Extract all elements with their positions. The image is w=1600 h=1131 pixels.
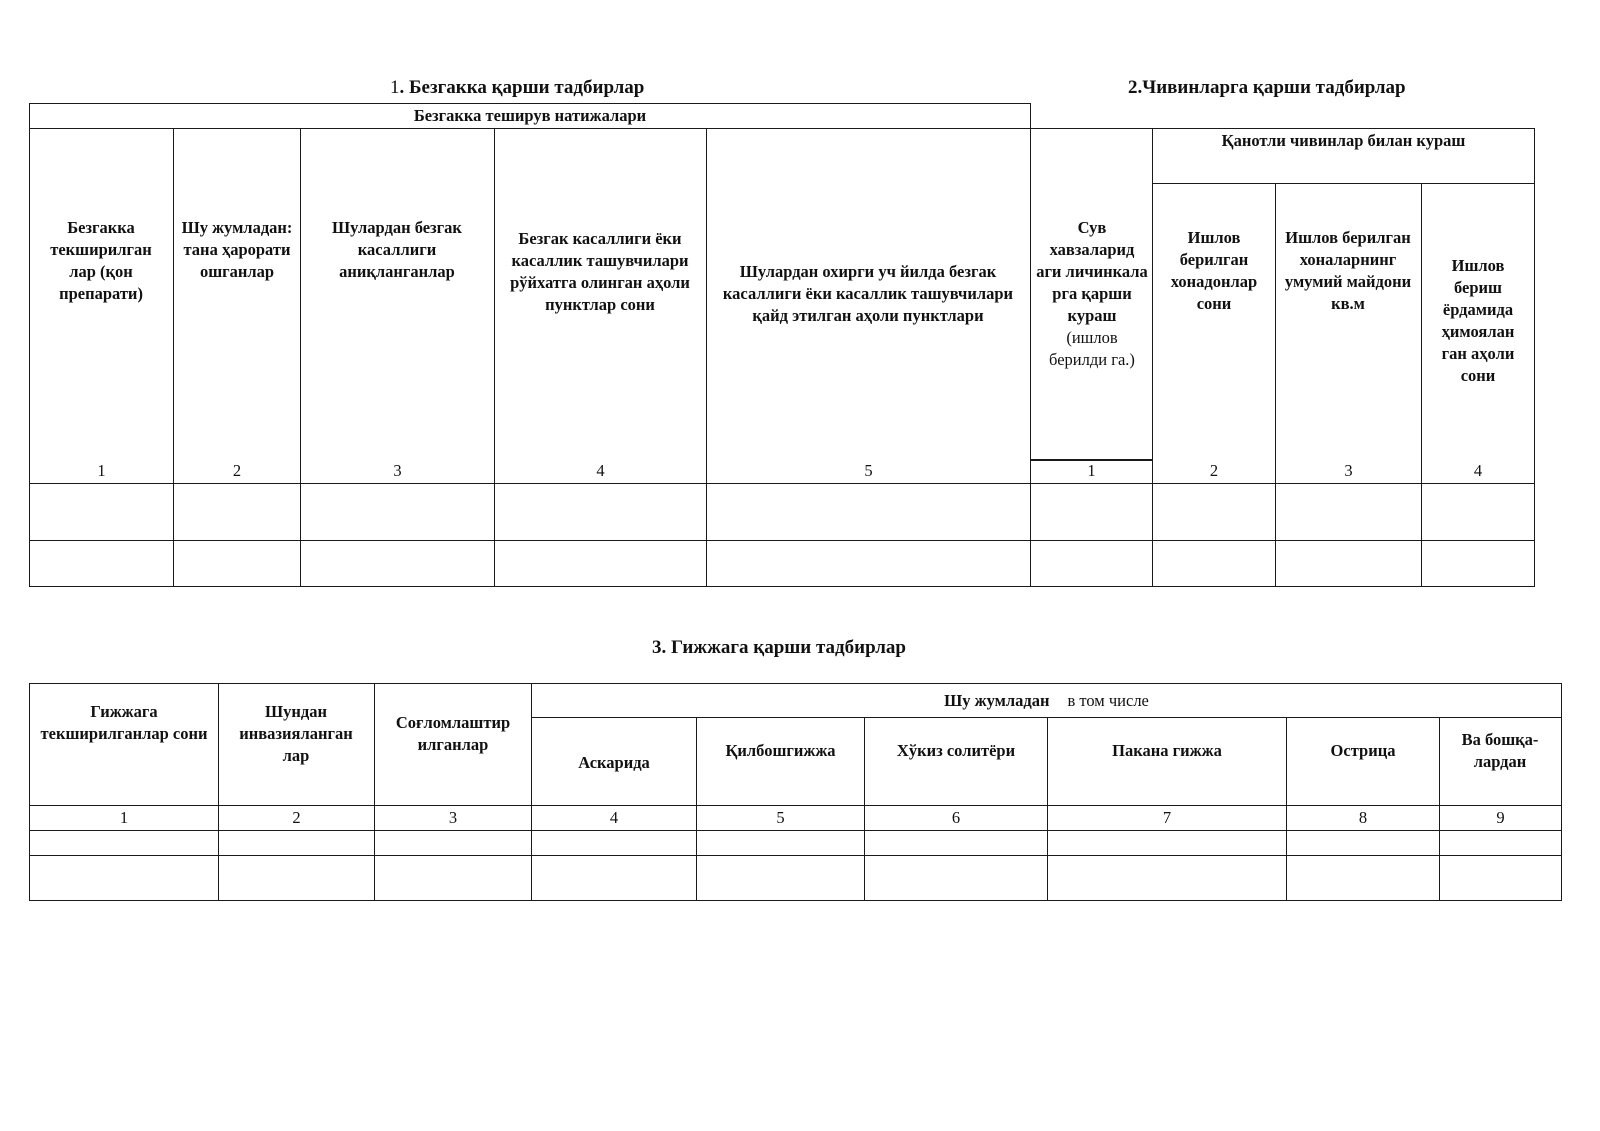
col-others: [1442, 729, 1558, 773]
col-malaria-detected: Шулардан безгак касаллиги аниқланганлар: [332, 218, 462, 281]
section1-title: [390, 77, 644, 99]
col-tested-blood: Безгакка текширилган лар (қон препарати): [50, 218, 152, 303]
col-whipworm: Қилбошгижжа: [725, 741, 836, 760]
t3-num-5: 5: [776, 808, 785, 827]
col-fever: Шу жумладан: тана ҳарорати ошганлар: [181, 218, 293, 281]
t3-num-8: 8: [1358, 808, 1368, 827]
col-protected-population: Ишлов бериш ёрдамида ҳимоялан ган аҳоли сони: [1441, 256, 1515, 385]
col-tapeworm: Хўкиз солитёри: [896, 741, 1016, 760]
col-helminth-tested: Гижжага текширилганлар сони: [40, 702, 208, 743]
col-infected: Шундан инвазияланган лар: [239, 702, 353, 765]
t3-num-9: 9: [1496, 808, 1505, 827]
col-larvae-control-unit: (ишлов берилди га.): [1049, 328, 1135, 369]
t1-num-2: 2: [232, 461, 242, 480]
t3-num-2: 2: [292, 808, 301, 827]
col-treated-area: Ишлов берилган хоналарнинг умумий майдони кв.м: [1284, 228, 1412, 313]
including-header-ru: в том числе: [1067, 691, 1149, 710]
winged-mosquito-header: Қанотли чивинлар билан кураш: [1221, 131, 1466, 150]
t3-num-1: 1: [119, 808, 129, 827]
including-header-uz: Шу жумладан: [944, 691, 1050, 710]
section2-title: 2.Чивинларга қарши тадбирлар: [1128, 77, 1406, 98]
col-larvae-control-label: Сув хавзаларид аги личинкала рга қарши кураш: [1036, 218, 1148, 325]
t2-num-2: 2: [1209, 461, 1219, 480]
col-larvae-control: [1036, 217, 1148, 371]
col-settlements-registered: Безгак касаллиги ёки касаллик ташувчилари рўйхатга олинган аҳоли пунктлар сони: [510, 229, 690, 314]
including-header: [532, 690, 1561, 712]
t2-num-3: 3: [1344, 461, 1353, 480]
section1-title-number: 1: [390, 77, 400, 98]
t2-num-4: 4: [1473, 461, 1483, 480]
t1-num-3: 3: [393, 461, 402, 480]
col-recovered: Соғломлаштир илганлар: [395, 713, 511, 754]
t1-num-5: 5: [864, 461, 873, 480]
section1-title-text: . Безгакка қарши тадбирлар: [399, 77, 645, 98]
section3-title: 3. Гижжага қарши тадбирлар: [652, 637, 906, 658]
t1-num-1: 1: [97, 461, 106, 480]
t3-num-6: 6: [951, 808, 961, 827]
malaria-results-header: Безгакка теширув натижалари: [413, 106, 647, 125]
t3-num-3: 3: [448, 808, 458, 827]
col-dwarf-tapeworm: Пакана гижжа: [1112, 741, 1222, 760]
col-treated-households: Ишлов берилган хонадонлар сони: [1170, 228, 1258, 313]
t3-num-4: 4: [609, 808, 619, 827]
col-others-label: Ва бошқа-лардан: [1461, 730, 1539, 771]
t1-num-4: 4: [596, 461, 605, 480]
col-settlements-last-three-years: Шулардан охирги уч йилда безгак касаллиги ёки касаллик ташувчилари қайд этилган аҳоли пунктлари: [722, 262, 1014, 325]
col-pinworm: Острица: [1330, 741, 1396, 760]
col-ascarida: Аскарида: [578, 753, 650, 772]
t2-num-1: 1: [1087, 461, 1096, 480]
t3-num-7: 7: [1162, 808, 1172, 827]
